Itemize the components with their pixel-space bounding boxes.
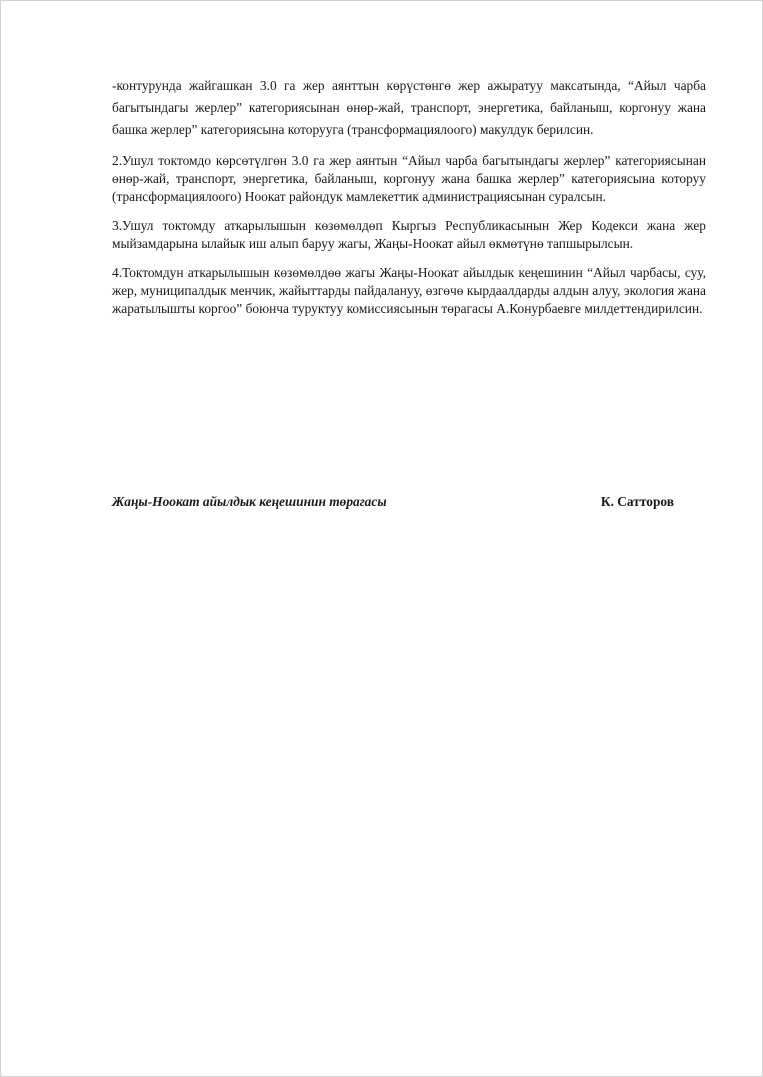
signature-block (112, 494, 674, 510)
signature-title: Жаңы-Ноокат айылдык кеңешинин төрагасы (112, 494, 387, 509)
paragraph-4: 4.Токтомдун аткарылышын көзөмөлдөө жагы Жаңы-Ноокат айылдык кеңешинин “Айыл чарбасы, суу, жер, муниципалдык менчик, жайыттарды пайдалануу, өзгөчө кырдаалдарды алдын алуу, экология жана жаратылышты коргоо” боюнча туруктуу комиссиясынын төрагасы А.Конурбаевге милдеттендирилсин. (112, 265, 706, 316)
paragraph-2: 2.Ушул токтомдо көрсөтүлгөн 3.0 га жер аянтын “Айыл чарба багытындагы жерлер” категориясынан өнөр-жай, транспорт, энергетика, байланыш, коргонуу жана башка жерлер” категориясына которуу (трансформациялоого) Ноокат райондук мамлекеттик администрациясынан суралсын. (112, 153, 706, 204)
signature-name: К. Сатторов (600, 494, 674, 509)
paragraph-3: 3.Ушул токтомду аткарылышын көзөмөлдөп Кыргыз Республикасынын Жер Кодекси жана жер мыйзамдарына ылайык иш алып баруу жагы, Жаңы-Ноокат айыл өкмөтүнө тапшырылсын. (112, 218, 706, 251)
paragraph-1: -контурунда жайгашкан 3.0 га жер аянттын көрүстөнгө жер ажыратуу максатында, “Айыл чарба багытындагы жерлер” категориясынан өнөр-жай, транспорт, энергетика, байланыш, коргонуу жана башка жерлер” категориясына которууга (трансформациялоого) макулдук берилсин. (112, 78, 706, 137)
document-body (112, 75, 706, 318)
